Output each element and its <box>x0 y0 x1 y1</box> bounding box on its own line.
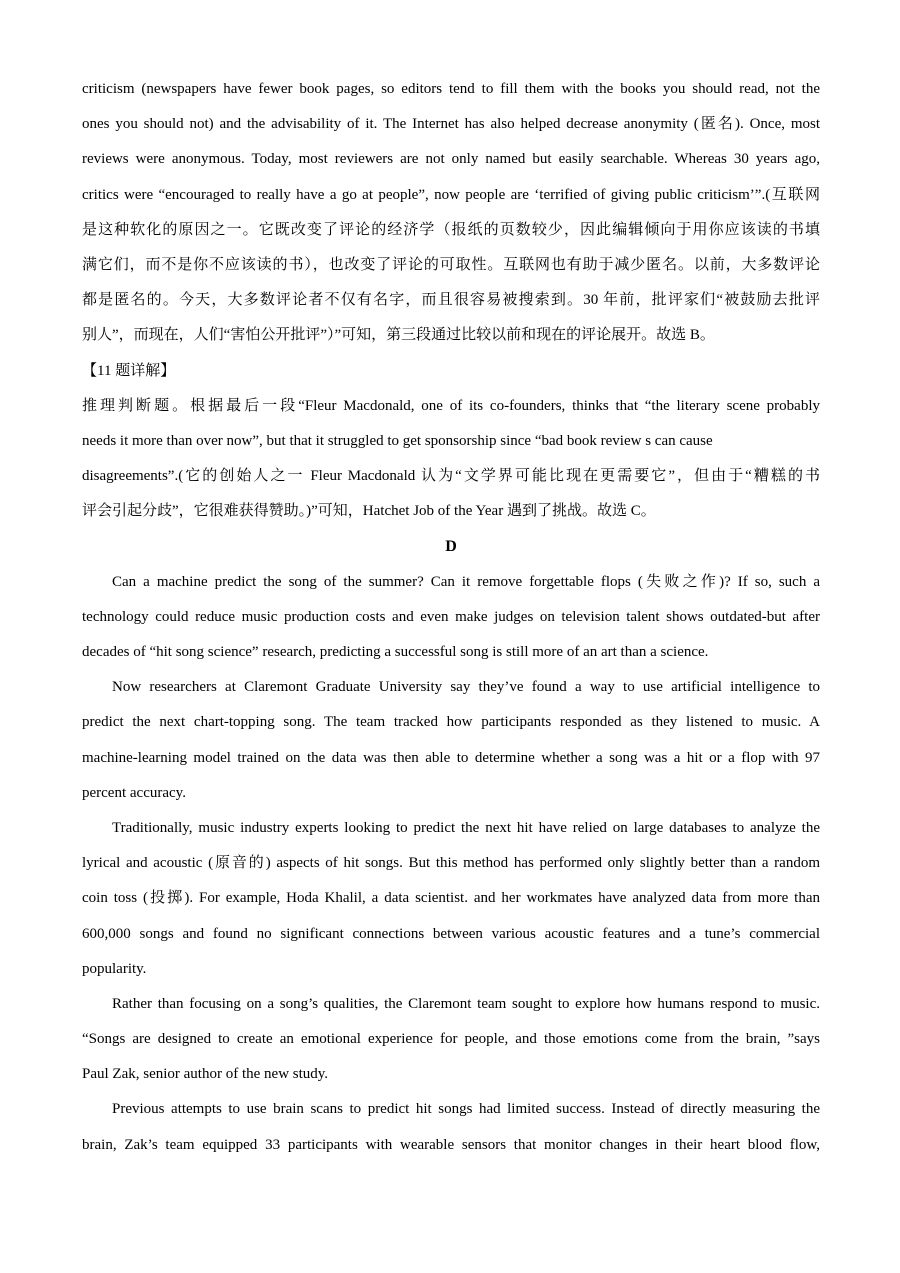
text-line: critics were “encouraged to really have a go at people”, now people are ‘terrified of giving public criticism’”.(互联网 <box>82 186 820 203</box>
text-line: Previous attempts to use brain scans to predict hit songs had limited success. Instead of directly measuring the <box>112 1101 820 1118</box>
text-line: Traditionally, music industry experts looking to predict the next hit have relied on large databases to analyze the <box>112 819 820 836</box>
text-line: 推理判断题。根据最后一段“Fleur Macdonald, one of its co-founders, thinks that “the literary scene probably <box>82 397 820 414</box>
text-line: needs it more than over now”, but that it struggled to get sponsorship since “bad book review s can cause <box>82 432 713 449</box>
text-line: Paul Zak, senior author of the new study. <box>82 1066 329 1083</box>
text-line: 满它们，而不是你不应该读的书），也改变了评论的可取性。互联网也有助于减少匿名。以前，大多数评论 <box>82 256 820 273</box>
text-line: disagreements”.(它的创始人之一 Fleur Macdonald 认为“文学界可能比现在更需要它”，但由于“糟糕的书 <box>82 468 820 485</box>
text-line: 评会引起分歧”，它很难获得赞助。)”可知，Hatchet Job of the Year 遇到了挑战。故选 C。 <box>82 503 656 520</box>
text-line: Rather than focusing on a song’s qualities, the Claremont team sought to explore how humans respond to music. <box>112 995 820 1012</box>
text-line: Now researchers at Claremont Graduate University say they’ve found a way to use artificial intelligence to <box>112 679 820 696</box>
text-line: “Songs are designed to create an emotional experience for people, and those emotions come from the brain, ”says <box>82 1031 820 1048</box>
text-line: predict the next chart-topping song. The team tracked how participants responded as they listened to music. A <box>82 714 820 731</box>
text-line: 别人”，而现在，人们“害怕公开批评”）”可知，第三段通过比较以前和现在的评论展开。故选 B。 <box>82 327 715 344</box>
text-line: criticism (newspapers have fewer book pages, so editors tend to fill them with the books you should read, not the <box>82 81 820 97</box>
text-line: reviews were anonymous. Today, most reviewers are not only named but easily searchable. Whereas 30 years ago, <box>82 151 820 168</box>
text-line: ones you should not) and the advisability of it. The Internet has also helped decrease anonymity (匿名). Once, most <box>82 116 820 133</box>
text-line: 600,000 songs and found no significant connections between various acoustic features and a tune’s commercial <box>82 925 820 942</box>
text-line: lyrical and acoustic (原音的) aspects of hit songs. But this method has performed only slightly better than a random <box>82 855 820 872</box>
document-page <box>82 72 820 1163</box>
text-line: machine-learning model trained on the data was then able to determine whether a song was a hit or a flop with 97 <box>82 749 820 766</box>
text-line: decades of “hit song science” research, predicting a successful song is still more of an art than a science. <box>82 644 709 660</box>
passage-heading: D <box>445 538 457 556</box>
text-line: coin toss (投掷). For example, Hoda Khalil, a data scientist. and her workmates have analyzed data from more than <box>82 890 820 907</box>
text-line: Can a machine predict the song of the summer? Can it remove forgettable flops (失败之作)? If so, such a <box>112 573 820 590</box>
text-line: popularity. <box>82 960 147 977</box>
text-line: technology could reduce music production costs and even make judges on television talent shows outdated-but after <box>82 608 820 625</box>
section-label: 【11 题详解】 <box>82 362 176 379</box>
text-line: brain, Zak’s team equipped 33 participants with wearable sensors that monitor changes in their heart blood flow, <box>82 1136 820 1153</box>
text-line: percent accuracy. <box>82 784 186 801</box>
text-line: 是这种软化的原因之一。它既改变了评论的经济学（报纸的页数较少，因此编辑倾向于用你应该读的书填 <box>82 221 820 238</box>
text-line: 都是匿名的。今天，大多数评论者不仅有名字，而且很容易被搜索到。30 年前，批评家们“被鼓励去批评 <box>82 292 820 309</box>
